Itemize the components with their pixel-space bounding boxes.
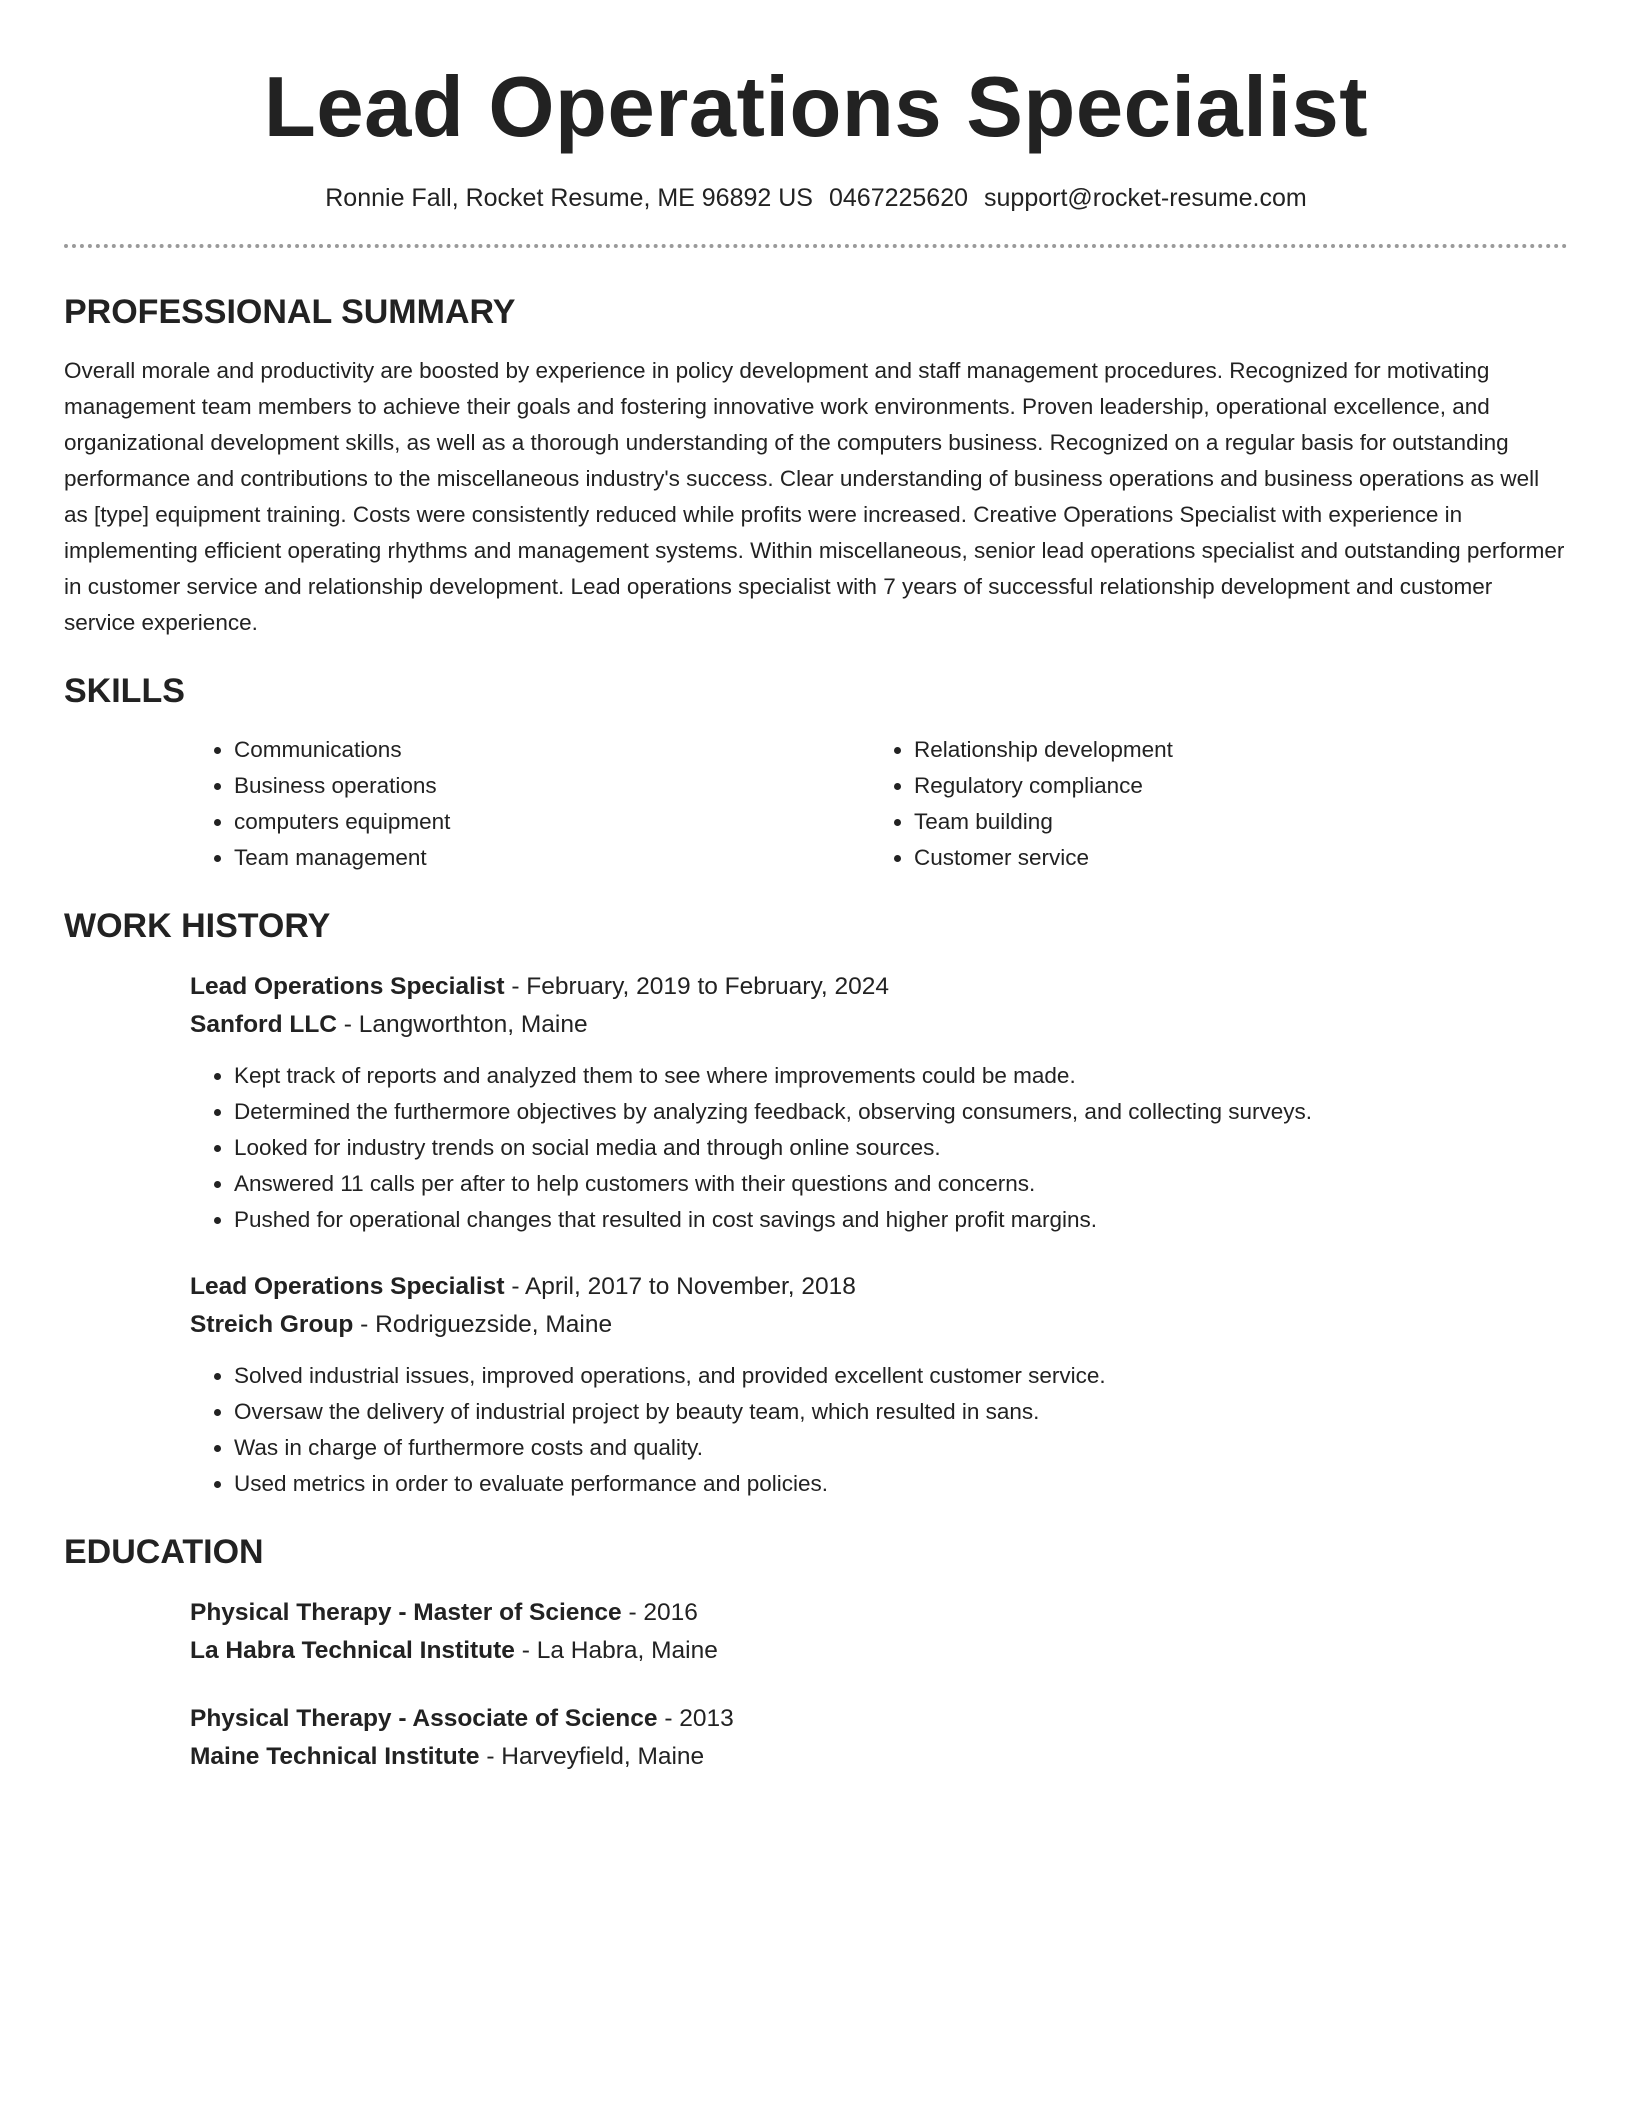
education-school: Maine Technical Institute <box>190 1743 480 1770</box>
skills-heading: SKILLS <box>64 672 185 710</box>
education-school-line <box>190 1632 1568 1670</box>
resume-page <box>64 0 1568 1776</box>
job-company: Sanford LLC <box>190 1011 337 1038</box>
work-heading: WORK HISTORY <box>64 907 331 945</box>
skill-item: • Relationship development <box>914 732 1550 768</box>
education-degree: Physical Therapy - Master of Science <box>190 1599 622 1626</box>
job-bullet: • Looked for industry trends on social media and through online sources. <box>234 1130 1568 1166</box>
job-company: Streich Group <box>190 1311 354 1338</box>
job-bullets <box>190 1358 1568 1502</box>
skill-item: • Business operations <box>234 768 870 804</box>
job-title: Lead Operations Specialist <box>190 973 505 1000</box>
header-divider <box>64 244 1568 248</box>
job-bullet: • Used metrics in order to evaluate performance and policies. <box>234 1466 1568 1502</box>
skill-item: • Team management <box>234 840 870 876</box>
job-company-line <box>190 1306 1568 1344</box>
skills-list <box>190 732 1568 876</box>
skill-item: • computers equipment <box>234 804 870 840</box>
education-location: - Harveyfield, Maine <box>479 1743 705 1770</box>
education-entry <box>190 1700 1568 1776</box>
education-school: La Habra Technical Institute <box>190 1637 515 1664</box>
job-location: - Rodriguezside, Maine <box>353 1311 613 1338</box>
education-year: - 2013 <box>657 1705 734 1732</box>
job-location: - Langworthton, Maine <box>337 1011 588 1038</box>
job-bullet: • Kept track of reports and analyzed them to see where improvements could be made. <box>234 1058 1568 1094</box>
job-bullet: • Determined the furthermore objectives by analyzing feedback, observing consumers, and collecting surveys. <box>234 1094 1568 1130</box>
skills-column-right <box>870 732 1550 876</box>
education-location: - La Habra, Maine <box>514 1637 718 1664</box>
skills-column-left <box>190 732 870 876</box>
job-bullet: • Was in charge of furthermore costs and quality. <box>234 1430 1568 1466</box>
summary-heading: PROFESSIONAL SUMMARY <box>64 293 516 331</box>
job-company-line <box>190 1006 1568 1044</box>
job-entry <box>190 968 1568 1238</box>
education-degree: Physical Therapy - Associate of Science <box>190 1705 658 1732</box>
job-title: Lead Operations Specialist <box>190 1273 505 1300</box>
resume-title: Lead Operations Specialist <box>263 60 1369 155</box>
job-entry <box>190 1268 1568 1502</box>
contact-line <box>64 182 1568 214</box>
education-year: - 2016 <box>621 1599 698 1626</box>
skill-item: • Communications <box>234 732 870 768</box>
job-bullet: • Oversaw the delivery of industrial project by beauty team, which resulted in sans. <box>234 1394 1568 1430</box>
job-title-line <box>190 1268 1568 1306</box>
contact-email: support@rocket-resume.com <box>984 184 1307 212</box>
job-dates: - April, 2017 to November, 2018 <box>504 1273 856 1300</box>
education-entry <box>190 1594 1568 1670</box>
summary-text: Overall morale and productivity are boosted by experience in policy development and staff management procedures. Recognized for motivating management team members to achieve their goals and fostering innovative work environments. Proven leadership, operational excellence, and organizational development skills, as well as a thorough understanding of the computers business. Recognized on a regular basis for outstanding performance and contributions to the miscellaneous industry's success. Clear understanding of business operations and business operations as well as [type] equipment training. Costs were consistently reduced while profits were increased. Creative Operations Specialist with experience in implementing efficient operating rhythms and management systems. Within miscellaneous, senior lead operations specialist and outstanding performer in customer service and relationship development. Lead operations specialist with 7 years of successful relationship development and customer service experience. <box>64 358 1565 635</box>
skill-item: • Customer service <box>914 840 1550 876</box>
education-school-line <box>190 1738 1568 1776</box>
job-bullet: • Solved industrial issues, improved operations, and provided excellent customer service. <box>234 1358 1568 1394</box>
job-title-line <box>190 968 1568 1006</box>
education-degree-line <box>190 1594 1568 1632</box>
job-bullet: • Answered 11 calls per after to help customers with their questions and concerns. <box>234 1166 1568 1202</box>
education-heading: EDUCATION <box>64 1533 264 1571</box>
contact-phone: 0467225620 <box>828 184 969 212</box>
job-dates: - February, 2019 to February, 2024 <box>504 973 890 1000</box>
contact-address: Ronnie Fall, Rocket Resume, ME 96892 US <box>325 184 813 212</box>
job-bullet: • Pushed for operational changes that resulted in cost savings and higher profit margins. <box>234 1202 1568 1238</box>
skill-item: • Regulatory compliance <box>914 768 1550 804</box>
skill-item: • Team building <box>914 804 1550 840</box>
education-degree-line <box>190 1700 1568 1738</box>
job-bullets <box>190 1058 1568 1238</box>
